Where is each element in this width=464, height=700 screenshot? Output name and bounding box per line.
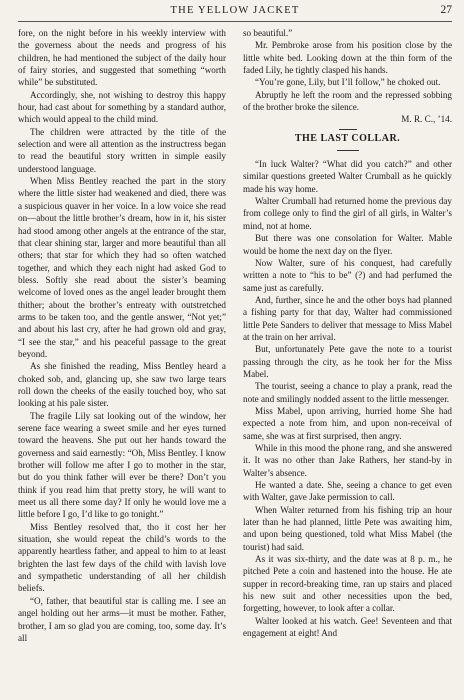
paragraph: But, unfortunately Pete gave the note to a tourist passing through the city, as he took her for the Miss Mabel. — [243, 344, 452, 379]
paragraph: Abruptly he left the room and the repressed sobbing of the brother broke the silence. — [243, 89, 452, 113]
section-divider — [339, 129, 357, 130]
paragraph: Mr. Pembroke arose from his position close by the little white bed. Looking down at the thin form of the faded Lily, he tightly clasped his hands. — [243, 40, 452, 76]
paragraph: “In luck Walter? “What did you catch?” and other similar questions greeted Walter Crumball as he quickly made his way home. — [243, 159, 452, 194]
paragraph: But there was one consolation for Walter. Mable would be home the next day on the flyer. — [243, 233, 452, 256]
paragraph: so beautiful.” — [243, 28, 293, 38]
paragraph: He wanted a date. She, seeing a chance to get even with Walter, gave Jake permission to call. — [243, 480, 452, 503]
paragraph: The tourist, seeing a chance to play a prank, read the note and smilingly nodded assent to the little messenger. — [243, 381, 452, 404]
paragraph: As she finished the reading, Miss Bentley heard a choked sob, and, glancing up, she saw two large tears roll down the cheeks of the easily touched boy, who sat looking at his pale sister. — [18, 361, 226, 409]
story-title: THE LAST COLLAR. — [294, 132, 401, 144]
paragraph: Walter Crumball had returned home the previous day from college only to find the girl of all girls, in Walter’s mind, not at home. — [243, 196, 452, 231]
paragraph: Accordingly, she, not wishing to destroy this happy hour, had cast about for something by a standard author, which would appeal to the child mind. — [18, 89, 226, 125]
paragraph: The fragile Lily sat looking out of the window, her serene face wearing a sweet smile and her eyes turned toward the heavens. She put out her hands toward the governess and said earnestly: “Oh, Miss Bentley. I know brother will follow me after I go to mother in the star, but do you think father will ever be there? Don’t you think if you read him that pretty story, he will want to meet us all there some day? If only he would love me a little before I go, I’d like to go tonight.” — [18, 410, 226, 520]
paragraph: Miss Mabel, upon arriving, hurried home She had expected a note from him, and upon non-receival of same, she was at first surprised, then angry. — [243, 405, 452, 441]
left-column — [18, 27, 226, 696]
title-underline — [337, 150, 359, 151]
paragraph: And, further, since he and the other boys had planned a fishing party for that day, Walter had commissioned little Pete Sanders to deliver that message to Miss Mabel at the train on her arrival. — [243, 294, 452, 342]
header-rule — [18, 21, 452, 22]
paragraph: The children were attracted by the title of the selection and were all attention as the instructress began to read the beautiful story written in simple easily understood language. — [18, 126, 226, 174]
paragraph: “You’re gone, Lily, but I’ll follow,” he choked out. — [255, 77, 441, 88]
paragraph: fore, on the night before in his weekly interview with the governess about the needs and progress of his children, he had mentioned the subject of the daily hour of fairy stories, and suggested that something “worth while” be substituted. — [18, 28, 226, 88]
author-signature: M. R. C., ’14. — [401, 114, 452, 125]
page-header — [18, 3, 452, 21]
paragraph: Miss Bentley resolved that, tho it cost her her situation, she would repeat the child’s words to the apparently heartless father, and appeal to him to at least brighten the last few days of the child with lavish love and sympathetic understanding of all her childish beliefs. — [18, 521, 226, 594]
paragraph: As it was six-thirty, and the date was at 8 p. m., he pitched Pete a coin and hastened into the house. He ate supper in record-breaking time, ran up stairs and placed his new suit and other necessities upon the bed, forgetting, however, to look after a collar. — [243, 554, 452, 614]
paragraph: When Miss Bentley reached the part in the story where the little sister had weakened and died, there was a suspicious quaver in her voice. In a low voice she read on—about the little brother’s dream, how in it, his sister had stood among other angels at the entrance of the star, that clear shining star, larger and more beautiful than all others; that star for which they had so often watched together, and which they each night had asked God to bless. Softly she read about the sister’s beaming welcome of loved ones as the angel leader brought them thither; about the brother’s entreaty with outstretched arms to be taken too, and the gentle answer, “Not yet;” and about his last cry, after he had grown old and gray, “I see the star,” and his peaceful passage to the great beyond. — [18, 176, 226, 359]
paragraph: “O, father, that beautiful star is calling me. I see an angel holding out her arms—it must be mother. Father, brother, I am so glad you are coming, too, some day. It’s all — [18, 595, 226, 643]
page-number: 27 — [440, 4, 452, 16]
paragraph: Walter looked at his watch. Gee! Seventeen and that engagement at eight! And — [243, 615, 452, 639]
right-column — [243, 27, 452, 696]
paragraph: When Walter returned from his fishing trip an hour later than he had planned, little Pete was awaiting him, and upon being questioned, told what Miss Mabel (the tourist) had said. — [243, 504, 452, 552]
paragraph: While in this mood the phone rang, and she answered it. It was no other than Jake Rathers, her stand-by in Walter’s absence. — [243, 443, 452, 478]
paragraph: Now Walter, sure of his conquest, had carefully written a note to “his to be” (?) and had perfumed the same just as carefully. — [243, 257, 452, 293]
journal-title: THE YELLOW JACKET — [170, 5, 300, 16]
